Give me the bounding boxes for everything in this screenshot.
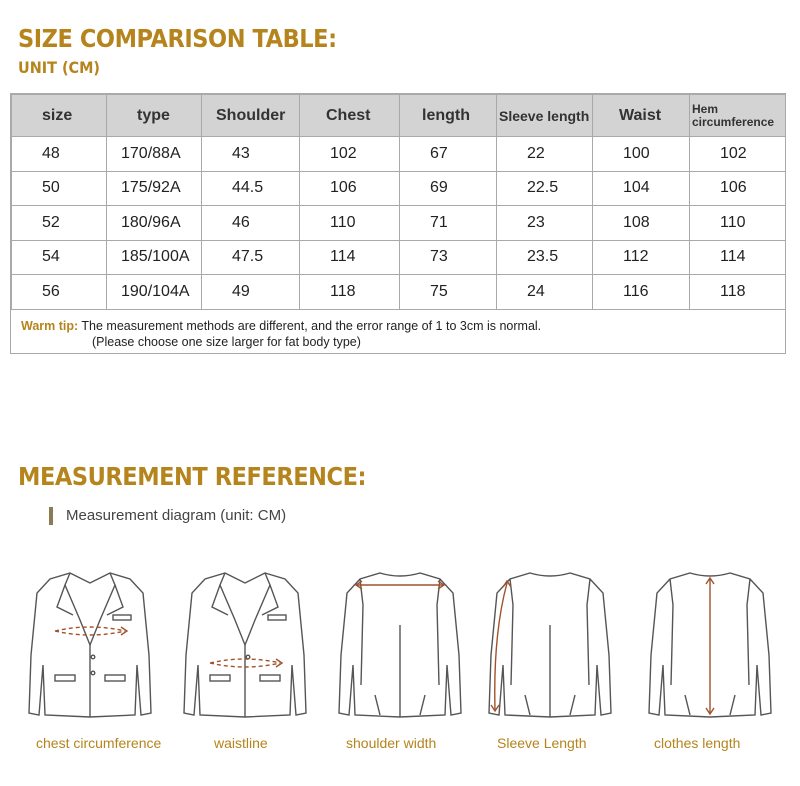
hem-header-line1: Hem <box>692 101 719 116</box>
cell-waist: 116 <box>593 275 690 310</box>
cell-chest: 114 <box>300 240 400 275</box>
cell-chest: 106 <box>300 171 400 206</box>
caption-chest-circumference: chest circumference <box>36 735 162 751</box>
cell-shoulder: 44.5 <box>202 171 300 206</box>
cell-sleeve-length: 23.5 <box>497 240 593 275</box>
caption-clothes-length: clothes length <box>654 735 741 751</box>
cell-type: 180/96A <box>107 206 202 241</box>
warm-tip-text: The measurement methods are different, and the error range of 1 to 3cm is normal. <box>81 319 542 333</box>
cell-shoulder: 47.5 <box>202 240 300 275</box>
measurement-reference-title: MEASUREMENT REFERENCE: <box>18 462 367 491</box>
cell-type: 175/92A <box>107 171 202 206</box>
cell-shoulder: 43 <box>202 137 300 172</box>
cell-hem: 106 <box>690 171 786 206</box>
cell-hem: 102 <box>690 137 786 172</box>
cell-sleeve-length: 23 <box>497 206 593 241</box>
cell-size: 48 <box>12 137 107 172</box>
measurement-diagram-heading <box>48 507 286 524</box>
cell-size: 50 <box>12 171 107 206</box>
cell-shoulder: 49 <box>202 275 300 310</box>
hem-header-line2: circumference <box>692 114 775 129</box>
col-header-shoulder: Shoulder <box>202 95 300 137</box>
jacket-back-length-icon <box>645 565 775 720</box>
cell-size: 52 <box>12 206 107 241</box>
jacket-back-shoulder-icon <box>335 565 465 720</box>
unit-label: UNIT (CM) <box>18 58 100 77</box>
caption-waistline: waistline <box>214 735 268 751</box>
cell-hem: 110 <box>690 206 786 241</box>
cell-hem: 118 <box>690 275 786 310</box>
cell-length: 73 <box>400 240 497 275</box>
col-header-size: size <box>12 95 107 137</box>
cell-length: 75 <box>400 275 497 310</box>
table-row <box>12 206 786 241</box>
col-header-type: type <box>107 95 202 137</box>
table-row <box>12 275 786 310</box>
cell-length: 69 <box>400 171 497 206</box>
table-row <box>12 137 786 172</box>
size-table-grid <box>11 94 786 310</box>
cell-sleeve-length: 22 <box>497 137 593 172</box>
cell-waist: 100 <box>593 137 690 172</box>
caption-shoulder-width: shoulder width <box>346 735 437 751</box>
cell-waist: 108 <box>593 206 690 241</box>
cell-type: 185/100A <box>107 240 202 275</box>
cell-chest: 102 <box>300 137 400 172</box>
cell-chest: 110 <box>300 206 400 241</box>
table-row <box>12 240 786 275</box>
warm-tip-label: Warm tip: <box>21 319 79 333</box>
cell-type: 190/104A <box>107 275 202 310</box>
cell-shoulder: 46 <box>202 206 300 241</box>
cell-type: 170/88A <box>107 137 202 172</box>
cell-length: 67 <box>400 137 497 172</box>
col-header-chest: Chest <box>300 95 400 137</box>
warm-tip <box>21 318 541 350</box>
col-header-length: length <box>400 95 497 137</box>
cell-hem: 114 <box>690 240 786 275</box>
col-header-waist: Waist <box>593 95 690 137</box>
cell-length: 71 <box>400 206 497 241</box>
cell-sleeve-length: 24 <box>497 275 593 310</box>
warm-tip-note: (Please choose one size larger for fat body type) <box>92 335 361 349</box>
cell-size: 56 <box>12 275 107 310</box>
cell-waist: 112 <box>593 240 690 275</box>
jacket-front-chest-icon <box>25 565 155 720</box>
col-header-sleeve-length: Sleeve length <box>497 95 593 137</box>
cell-size: 54 <box>12 240 107 275</box>
jacket-front-waist-icon <box>180 565 310 720</box>
size-table-title: SIZE COMPARISON TABLE: <box>18 24 337 53</box>
cell-sleeve-length: 22.5 <box>497 171 593 206</box>
size-comparison-table <box>10 93 786 354</box>
jacket-back-sleeve-icon <box>485 565 615 720</box>
caption-sleeve-length: Sleeve Length <box>497 735 587 751</box>
measurement-diagram-heading-text: Measurement diagram (unit: CM) <box>66 507 287 524</box>
col-header-hem-circumference <box>690 95 786 137</box>
table-row <box>12 171 786 206</box>
table-header-row <box>12 95 786 137</box>
cell-waist: 104 <box>593 171 690 206</box>
cell-chest: 118 <box>300 275 400 310</box>
